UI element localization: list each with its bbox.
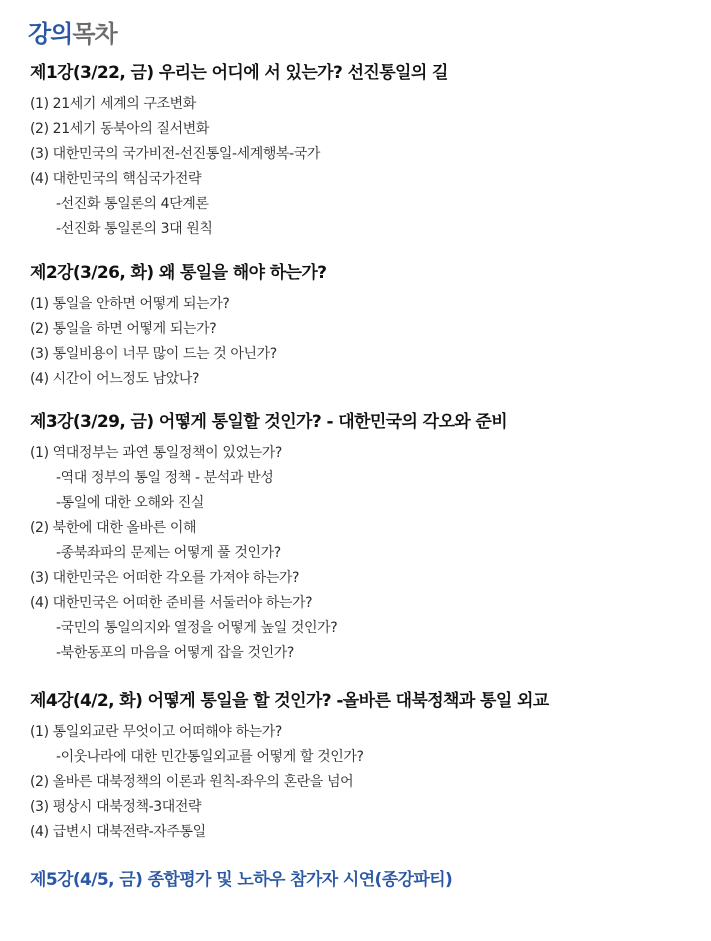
lecture-item: (4) 시간이 어느정도 남았나? bbox=[30, 371, 200, 387]
lecture-heading-5: 제5강(4/5, 금) 종합평가 및 노하우 참가자 시연(종강파티) bbox=[30, 870, 453, 890]
lecture-item: (1) 통일을 안하면 어떻게 되는가? bbox=[30, 296, 230, 312]
lecture-subitem: -이웃나라에 대한 민간통일외교를 어떻게 할 것인가? bbox=[56, 749, 364, 765]
lecture-item: (4) 대한민국은 어떠한 준비를 서둘러야 하는가? bbox=[30, 595, 313, 611]
lecture-subitem: -국민의 통일의지와 열정을 어떻게 높일 것인가? bbox=[56, 620, 338, 636]
lecture-heading-3: 제3강(3/29, 금) 어떻게 통일할 것인가? - 대한민국의 각오와 준비 bbox=[30, 412, 508, 432]
lecture-item: (4) 대한민국의 핵심국가전략 bbox=[30, 171, 202, 187]
lecture-item: (4) 급변시 대북전략-자주통일 bbox=[30, 824, 206, 840]
lecture-section-3 bbox=[30, 411, 700, 666]
lecture-items-2 bbox=[30, 292, 700, 392]
lecture-items-4 bbox=[30, 720, 700, 845]
lecture-section-2 bbox=[30, 262, 700, 392]
lecture-subitem: -북한동포의 마음을 어떻게 잡을 것인가? bbox=[56, 645, 294, 661]
lecture-heading-4: 제4강(4/2, 화) 어떻게 통일을 할 것인가? -올바른 대북정책과 통일 외교 bbox=[30, 691, 549, 711]
lecture-subitem: -통일에 대한 오해와 진실 bbox=[56, 495, 205, 511]
title-muted: 목차 bbox=[72, 20, 117, 48]
lecture-section-4 bbox=[30, 690, 700, 845]
lecture-item: (2) 통일을 하면 어떻게 되는가? bbox=[30, 321, 217, 337]
lecture-item: (3) 통일비용이 너무 많이 드는 것 아닌가? bbox=[30, 346, 277, 362]
lecture-subitem: -선진화 통일론의 4단계론 bbox=[56, 196, 209, 212]
lecture-item: (1) 역대정부는 과연 통일정책이 있었는가? bbox=[30, 445, 282, 461]
lecture-subitem: -선진화 통일론의 3대 원칙 bbox=[56, 221, 213, 237]
lecture-section-1 bbox=[30, 62, 700, 242]
title-accent: 강의 bbox=[28, 20, 73, 48]
lecture-heading-1: 제1강(3/22, 금) 우리는 어디에 서 있는가? 선진통일의 길 bbox=[30, 63, 448, 83]
lecture-subitem: -종북좌파의 문제는 어떻게 풀 것인가? bbox=[56, 545, 281, 561]
lecture-item: (2) 올바른 대북정책의 이론과 원칙-좌우의 혼란을 넘어 bbox=[30, 774, 354, 790]
lecture-item: (2) 21세기 동북아의 질서변화 bbox=[30, 121, 210, 137]
page-title bbox=[28, 14, 117, 49]
lecture-item: (1) 21세기 세계의 구조변화 bbox=[30, 96, 196, 112]
lecture-section-5 bbox=[30, 869, 700, 899]
lecture-item: (3) 대한민국의 국가비전-선진통일-세계행복-국가 bbox=[30, 146, 321, 162]
lecture-item: (3) 평상시 대북정책-3대전략 bbox=[30, 799, 202, 815]
lecture-heading-2: 제2강(3/26, 화) 왜 통일을 해야 하는가? bbox=[30, 263, 327, 283]
lecture-items-1 bbox=[30, 92, 700, 242]
lecture-item: (3) 대한민국은 어떠한 각오를 가져야 하는가? bbox=[30, 570, 300, 586]
lecture-item: (1) 통일외교란 무엇이고 어떠해야 하는가? bbox=[30, 724, 282, 740]
lecture-item: (2) 북한에 대한 올바른 이해 bbox=[30, 520, 197, 536]
lecture-subitem: -역대 정부의 통일 정책 - 분석과 반성 bbox=[56, 470, 274, 486]
lecture-items-3 bbox=[30, 441, 700, 666]
